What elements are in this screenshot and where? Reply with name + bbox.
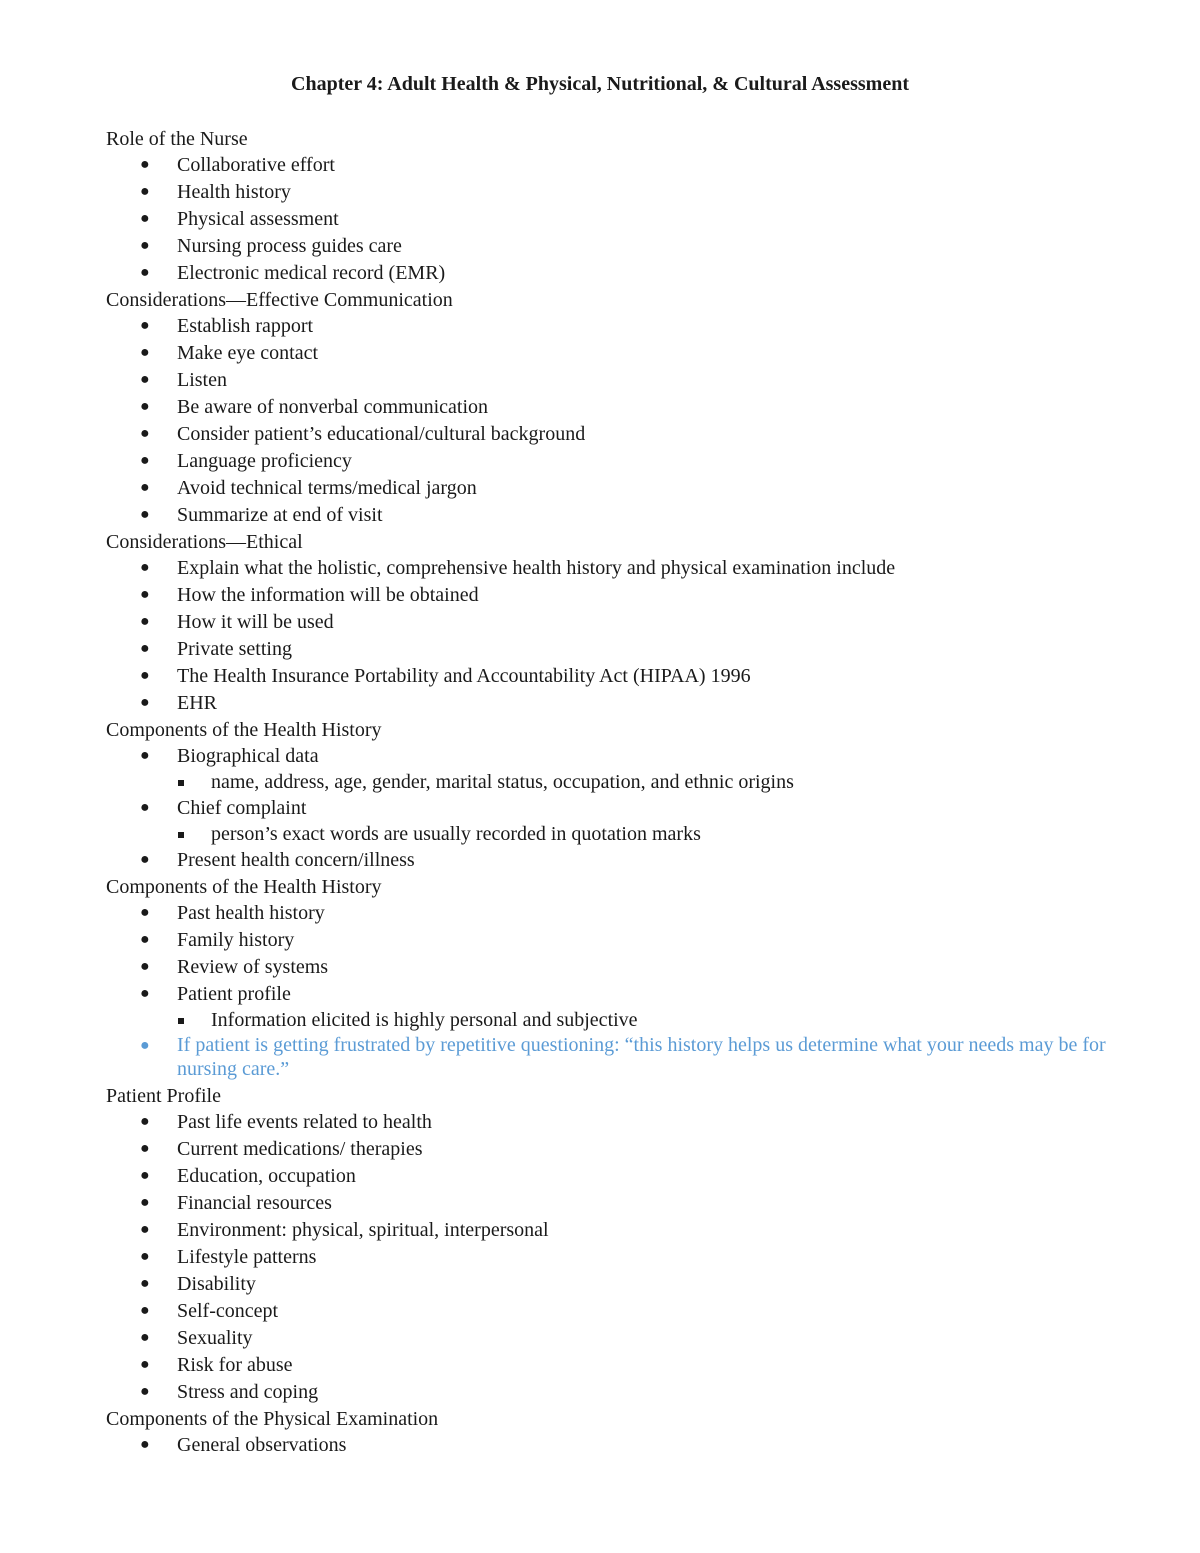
section-heading: Role of the Nurse: [106, 128, 248, 150]
list-item-text: Avoid technical terms/medical jargon: [177, 477, 477, 499]
list-item-text: Explain what the holistic, comprehensive health history and physical examination include: [177, 557, 896, 579]
bullet-icon: ●: [140, 156, 150, 173]
page-title: Chapter 4: Adult Health & Physical, Nutritional, & Cultural Assessment: [291, 73, 909, 95]
bullet-icon: ●: [140, 1436, 150, 1453]
list-item: [106, 260, 1136, 287]
list-item: [106, 421, 1136, 448]
list-item: [106, 1136, 1136, 1163]
list-item-text: Chief complaint: [177, 797, 307, 819]
highlighted-list-item: [106, 1033, 1136, 1083]
bullet-icon: ●: [140, 371, 150, 388]
list-item: [106, 1271, 1136, 1298]
section-heading: Patient Profile: [106, 1085, 221, 1107]
list-item-text: Collaborative effort: [177, 154, 335, 176]
list-item-text: Electronic medical record (EMR): [177, 262, 446, 284]
bullet-icon: ●: [140, 904, 150, 921]
list-item: [106, 1432, 1136, 1459]
list-item-text: Summarize at end of visit: [177, 504, 383, 526]
bullet-icon: ●: [140, 344, 150, 361]
bullet-icon: ●: [140, 1140, 150, 1157]
list-item: [106, 847, 1136, 874]
sub-list-item-text: name, address, age, gender, marital status, occupation, and ethnic origins: [211, 771, 794, 793]
list-item: [106, 1244, 1136, 1271]
document-content: [106, 126, 1136, 1459]
list-item: [106, 582, 1136, 609]
bullet-icon: ●: [140, 667, 150, 684]
list-item-text: Environment: physical, spiritual, interpersonal: [177, 1219, 549, 1241]
list-item-text: Lifestyle patterns: [177, 1246, 317, 1268]
list-item-text: Consider patient’s educational/cultural background: [177, 423, 586, 445]
list-item: [106, 690, 1136, 717]
list-item: [106, 636, 1136, 663]
sub-list-item: [106, 770, 1136, 795]
bullet-icon: ●: [140, 398, 150, 415]
list-item-text: The Health Insurance Portability and Accountability Act (HIPAA) 1996: [177, 665, 751, 687]
list-item-text: Listen: [177, 369, 227, 391]
list-item-text: Past life events related to health: [177, 1111, 432, 1133]
bullet-icon: ●: [140, 747, 150, 764]
section-heading: Components of the Physical Examination: [106, 1408, 439, 1430]
list-item: [106, 743, 1136, 770]
list-item-text: Physical assessment: [177, 208, 339, 230]
list-item-text: Current medications/ therapies: [177, 1138, 423, 1160]
bullet-icon: ●: [140, 1248, 150, 1265]
list-item: [106, 394, 1136, 421]
list-item: [106, 1352, 1136, 1379]
bullet-icon: ●: [140, 1221, 150, 1238]
list-item-text: If patient is getting frustrated by repetitive questioning: “this history helps us determine what your needs may be for nursing care.”: [177, 1034, 1106, 1080]
bullet-icon: ●: [140, 586, 150, 603]
bullet-icon: ●: [140, 613, 150, 630]
list-item-text: Present health concern/illness: [177, 849, 415, 871]
sub-list-item: [106, 1008, 1136, 1033]
list-item: [106, 1109, 1136, 1136]
list-item-text: Patient profile: [177, 983, 291, 1005]
bullet-icon: ●: [140, 1302, 150, 1319]
bullet-icon: ●: [140, 694, 150, 711]
list-item-text: Self-concept: [177, 1300, 279, 1322]
bullet-icon: ●: [140, 851, 150, 868]
list-item-text: Disability: [177, 1273, 256, 1295]
list-item-text: EHR: [177, 692, 217, 714]
bullet-icon: ●: [140, 1113, 150, 1130]
list-item-text: Make eye contact: [177, 342, 319, 364]
list-item-text: How it will be used: [177, 611, 334, 633]
list-item: [106, 663, 1136, 690]
list-item-text: Education, occupation: [177, 1165, 356, 1187]
list-item: [106, 179, 1136, 206]
bullet-icon: ●: [140, 210, 150, 227]
list-item-text: Past health history: [177, 902, 325, 924]
list-item: [106, 152, 1136, 179]
bullet-icon: ●: [140, 183, 150, 200]
list-item-text: How the information will be obtained: [177, 584, 479, 606]
square-bullet-icon: [178, 780, 184, 786]
bullet-icon: ●: [140, 1329, 150, 1346]
section-heading: Considerations—Effective Communication: [106, 289, 453, 311]
bullet-icon: ●: [140, 1275, 150, 1292]
list-item: [106, 1298, 1136, 1325]
list-item: [106, 1379, 1136, 1406]
sub-list-item: [106, 822, 1136, 847]
list-item: [106, 1163, 1136, 1190]
bullet-icon: ●: [140, 1194, 150, 1211]
list-item-text: Health history: [177, 181, 291, 203]
list-item-text: Biographical data: [177, 745, 319, 767]
bullet-icon: ●: [140, 237, 150, 254]
bullet-icon: ●: [140, 985, 150, 1002]
list-item-text: Language proficiency: [177, 450, 352, 472]
bullet-icon: ●: [140, 1167, 150, 1184]
list-item-text: Nursing process guides care: [177, 235, 402, 257]
list-item-text: Be aware of nonverbal communication: [177, 396, 488, 418]
list-item: [106, 502, 1136, 529]
list-item-text: Private setting: [177, 638, 292, 660]
bullet-icon: ●: [140, 264, 150, 281]
bullet-icon: ●: [140, 1037, 150, 1054]
bullet-icon: ●: [140, 425, 150, 442]
list-item: [106, 313, 1136, 340]
list-item: [106, 954, 1136, 981]
list-item-text: Financial resources: [177, 1192, 332, 1214]
bullet-icon: ●: [140, 1383, 150, 1400]
bullet-icon: ●: [140, 958, 150, 975]
list-item: [106, 609, 1136, 636]
sub-list-item-text: person’s exact words are usually recorded in quotation marks: [211, 823, 701, 845]
square-bullet-icon: [178, 1018, 184, 1024]
bullet-icon: ●: [140, 799, 150, 816]
bullet-icon: ●: [140, 559, 150, 576]
list-item-text: General observations: [177, 1434, 347, 1456]
list-item: [106, 340, 1136, 367]
list-item: [106, 475, 1136, 502]
list-item: [106, 555, 1136, 582]
list-item-text: Establish rapport: [177, 315, 314, 337]
list-item: [106, 367, 1136, 394]
list-item-text: Sexuality: [177, 1327, 253, 1349]
square-bullet-icon: [178, 832, 184, 838]
list-item: [106, 233, 1136, 260]
bullet-icon: ●: [140, 640, 150, 657]
list-item-text: Stress and coping: [177, 1381, 319, 1403]
list-item: [106, 927, 1136, 954]
section-heading: Components of the Health History: [106, 876, 382, 898]
list-item: [106, 448, 1136, 475]
bullet-icon: ●: [140, 452, 150, 469]
list-item: [106, 900, 1136, 927]
list-item: [106, 1217, 1136, 1244]
bullet-icon: ●: [140, 931, 150, 948]
bullet-icon: ●: [140, 317, 150, 334]
list-item: [106, 1325, 1136, 1352]
list-item-text: Review of systems: [177, 956, 329, 978]
list-item: [106, 1190, 1136, 1217]
list-item: [106, 206, 1136, 233]
section-heading: Components of the Health History: [106, 719, 382, 741]
sub-list-item-text: Information elicited is highly personal and subjective: [211, 1009, 638, 1031]
list-item: [106, 981, 1136, 1008]
list-item-text: Family history: [177, 929, 295, 951]
bullet-icon: ●: [140, 506, 150, 523]
section-heading: Considerations—Ethical: [106, 531, 303, 553]
list-item: [106, 795, 1136, 822]
bullet-icon: ●: [140, 479, 150, 496]
bullet-icon: ●: [140, 1356, 150, 1373]
list-item-text: Risk for abuse: [177, 1354, 293, 1376]
